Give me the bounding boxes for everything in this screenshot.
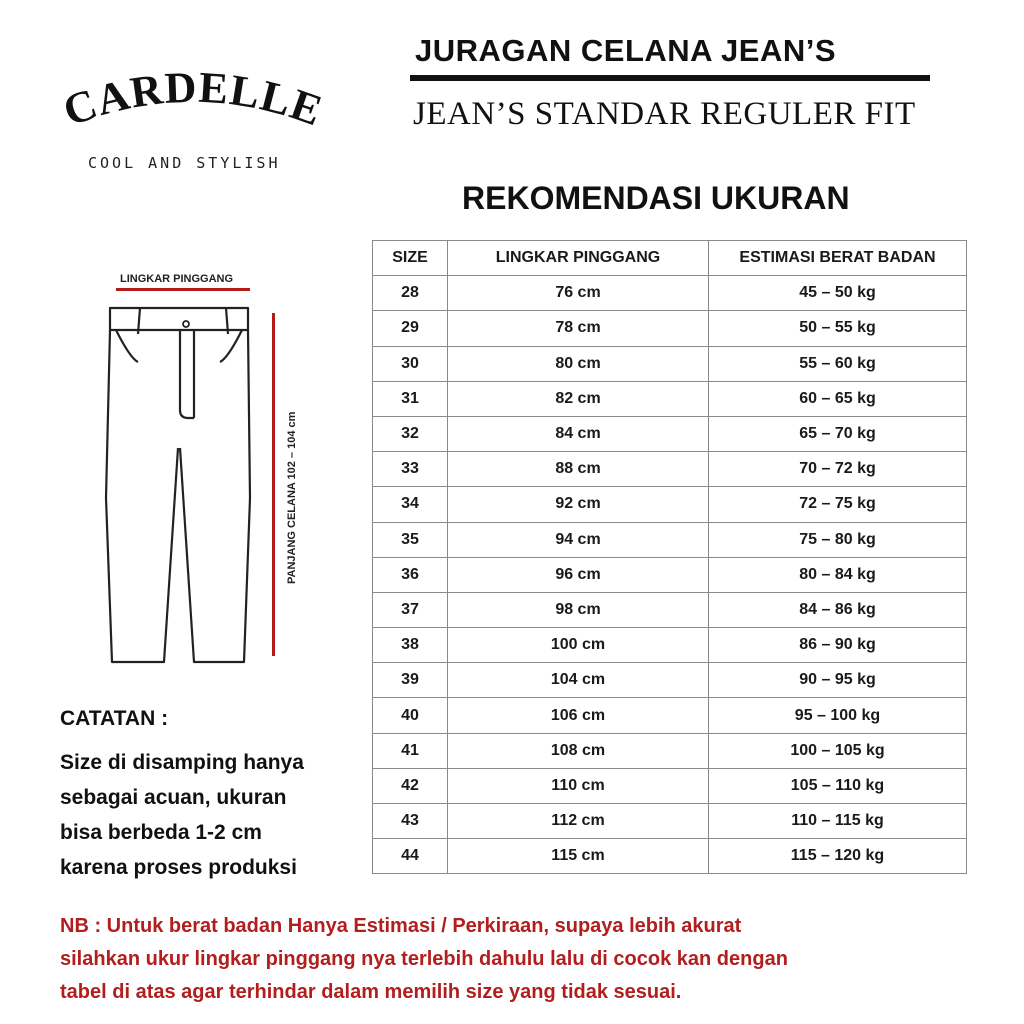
cell-size: 30 <box>373 346 448 381</box>
cell-size: 37 <box>373 592 448 627</box>
cell-weight: 55 – 60 kg <box>709 346 967 381</box>
table-row <box>373 452 967 487</box>
cell-size: 38 <box>373 628 448 663</box>
cell-waist: 78 cm <box>448 311 709 346</box>
cell-size: 42 <box>373 768 448 803</box>
header-weight: ESTIMASI BERAT BADAN <box>709 241 967 276</box>
cell-size: 41 <box>373 733 448 768</box>
fit-title: JEAN’S STANDAR REGULER FIT <box>413 96 916 132</box>
cell-weight: 90 – 95 kg <box>709 663 967 698</box>
table-row <box>373 839 967 874</box>
cell-waist: 115 cm <box>448 839 709 874</box>
cell-weight: 86 – 90 kg <box>709 628 967 663</box>
cell-weight: 50 – 55 kg <box>709 311 967 346</box>
waist-measure-line <box>116 288 250 291</box>
cell-waist: 82 cm <box>448 381 709 416</box>
table-row <box>373 416 967 451</box>
cell-waist: 112 cm <box>448 804 709 839</box>
table-row <box>373 346 967 381</box>
notes-body <box>60 745 360 885</box>
table-row <box>373 276 967 311</box>
table-row <box>373 768 967 803</box>
cell-size: 31 <box>373 381 448 416</box>
cell-size: 29 <box>373 311 448 346</box>
table-row <box>373 733 967 768</box>
store-title: JURAGAN CELANA JEAN’S <box>415 33 837 68</box>
pants-icon <box>100 298 260 670</box>
table-row <box>373 381 967 416</box>
cell-weight: 105 – 110 kg <box>709 768 967 803</box>
notes-title: CATATAN : <box>60 707 169 730</box>
cell-waist: 84 cm <box>448 416 709 451</box>
cell-waist: 104 cm <box>448 663 709 698</box>
table-row <box>373 592 967 627</box>
cell-size: 35 <box>373 522 448 557</box>
cell-size: 44 <box>373 839 448 874</box>
cell-size: 40 <box>373 698 448 733</box>
size-table <box>372 240 967 874</box>
brand-tagline: COOL AND STYLISH <box>88 154 281 172</box>
cell-waist: 98 cm <box>448 592 709 627</box>
table-row <box>373 522 967 557</box>
svg-text:CARDELLE <box>57 70 329 136</box>
table-row <box>373 487 967 522</box>
logo-text: CARDELLE <box>56 70 330 136</box>
nb-line: silahkan ukur lingkar pinggang nya terlebih dahulu lalu di cocok kan dengan <box>60 948 788 970</box>
nb-line: tabel di atas agar terhindar dalam memilih size yang tidak sesuai. <box>60 981 682 1003</box>
table-row <box>373 628 967 663</box>
cell-weight: 60 – 65 kg <box>709 381 967 416</box>
cell-size: 33 <box>373 452 448 487</box>
table-header-row <box>373 241 967 276</box>
cell-waist: 108 cm <box>448 733 709 768</box>
cell-size: 39 <box>373 663 448 698</box>
recommendation-title: REKOMENDASI UKURAN <box>462 180 850 216</box>
title-divider <box>410 75 930 81</box>
cell-waist: 92 cm <box>448 487 709 522</box>
cell-waist: 80 cm <box>448 346 709 381</box>
cell-weight: 65 – 70 kg <box>709 416 967 451</box>
cell-weight: 70 – 72 kg <box>709 452 967 487</box>
cell-size: 28 <box>373 276 448 311</box>
cell-weight: 72 – 75 kg <box>709 487 967 522</box>
cell-weight: 115 – 120 kg <box>709 839 967 874</box>
cell-weight: 110 – 115 kg <box>709 804 967 839</box>
waist-label: LINGKAR PINGGANG <box>120 273 234 285</box>
length-measure-line <box>272 313 275 656</box>
cardelle-logo <box>28 70 358 150</box>
notes-line: sebagai acuan, ukuran <box>60 786 287 809</box>
cell-weight: 75 – 80 kg <box>709 522 967 557</box>
notes-line: Size di disamping hanya <box>60 751 304 774</box>
cell-size: 34 <box>373 487 448 522</box>
table-row <box>373 698 967 733</box>
cell-weight: 100 – 105 kg <box>709 733 967 768</box>
nb-line: NB : Untuk berat badan Hanya Estimasi / Perkiraan, supaya lebih akurat <box>60 915 742 937</box>
nb-note <box>60 910 980 1009</box>
notes-line: bisa berbeda 1-2 cm <box>60 821 262 844</box>
cell-weight: 84 – 86 kg <box>709 592 967 627</box>
table-row <box>373 557 967 592</box>
header-waist: LINGKAR PINGGANG <box>448 241 709 276</box>
cell-waist: 110 cm <box>448 768 709 803</box>
cell-size: 36 <box>373 557 448 592</box>
table-row <box>373 804 967 839</box>
cell-waist: 88 cm <box>448 452 709 487</box>
cell-waist: 94 cm <box>448 522 709 557</box>
cell-waist: 106 cm <box>448 698 709 733</box>
cell-waist: 100 cm <box>448 628 709 663</box>
notes-line: karena proses produksi <box>60 856 297 879</box>
header-size: SIZE <box>373 241 448 276</box>
cell-waist: 96 cm <box>448 557 709 592</box>
cell-weight: 45 – 50 kg <box>709 276 967 311</box>
cell-size: 43 <box>373 804 448 839</box>
cell-waist: 76 cm <box>448 276 709 311</box>
length-label: PANJANG CELANA 102 – 104 cm <box>286 411 298 584</box>
table-row <box>373 311 967 346</box>
cell-weight: 95 – 100 kg <box>709 698 967 733</box>
table-row <box>373 663 967 698</box>
cell-weight: 80 – 84 kg <box>709 557 967 592</box>
cell-size: 32 <box>373 416 448 451</box>
